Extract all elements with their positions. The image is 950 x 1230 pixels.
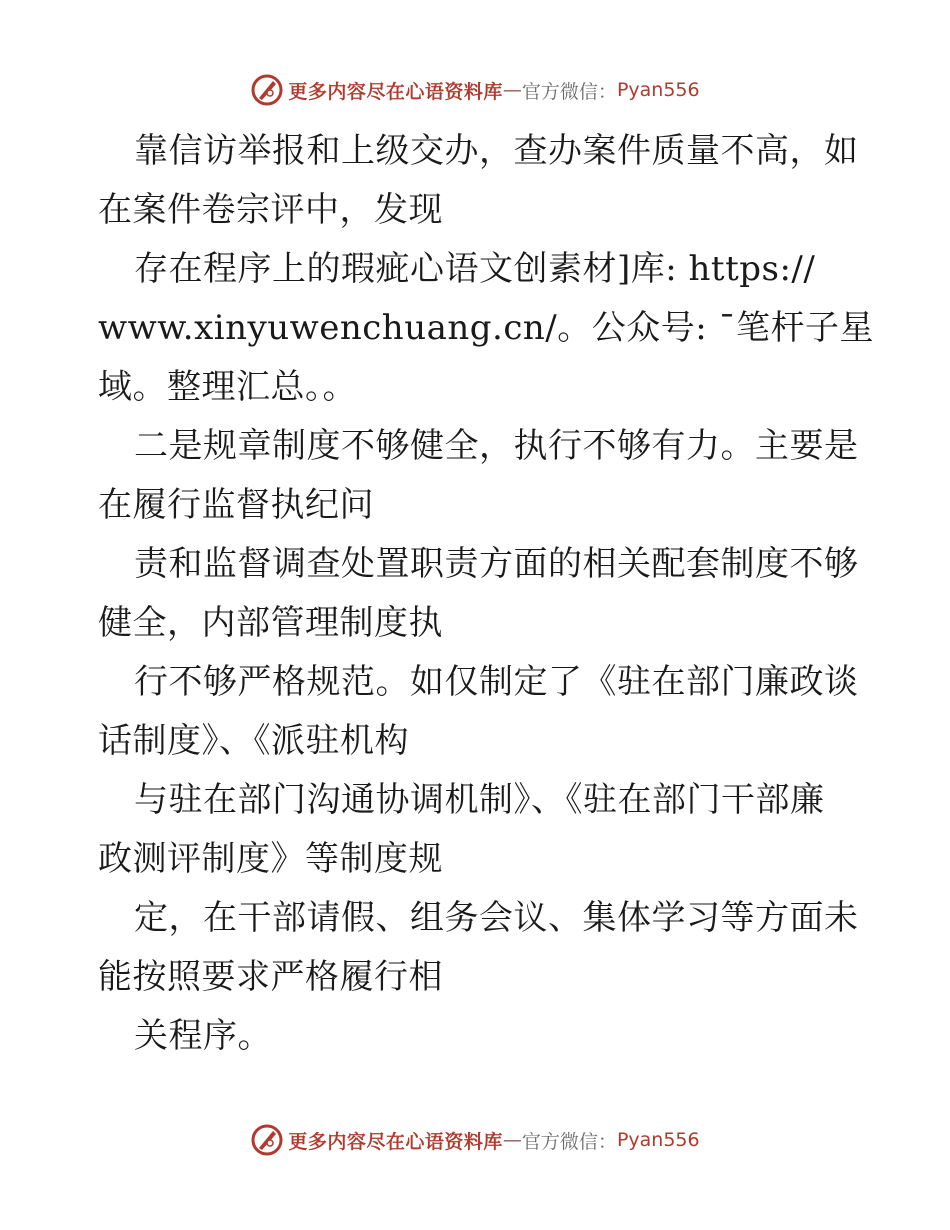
- text-line: www.xinyuwenchuang.cn/。公众号: ¯笔杆子星: [98, 308, 874, 348]
- text-line: 健全，内部管理制度执: [98, 603, 443, 643]
- banner-sub-text: 官方微信：: [521, 80, 617, 103]
- text-line: 在案件卷宗评中，发现: [98, 190, 443, 230]
- text-line: 关程序。: [134, 1016, 272, 1056]
- banner-sub-text: 官方微信：: [521, 1130, 617, 1153]
- text-line: 域。整理汇总。。: [98, 367, 357, 407]
- text-line: 能按照要求严格履行相: [98, 957, 443, 997]
- quill-logo-icon: [250, 1123, 284, 1157]
- text-line: 话制度》、《派驻机构: [98, 721, 409, 761]
- banner-main-text: 更多内容尽在心语资料库: [288, 80, 503, 103]
- banner-wechat-id: Pyan556: [616, 1129, 700, 1151]
- text-line: 责和监督调查处置职责方面的相关配套制度不够: [134, 544, 859, 584]
- text-line: 政测评制度》等制度规: [98, 839, 443, 879]
- text-line: 二是规章制度不够健全，执行不够有力。主要是: [134, 426, 859, 466]
- document-body: [98, 122, 874, 1066]
- banner-main-text: 更多内容尽在心语资料库: [288, 1130, 503, 1153]
- text-line: 在履行监督执纪问: [98, 485, 374, 525]
- text-line: 行不够严格规范。如仅制定了《驻在部门廉政谈: [134, 662, 859, 702]
- banner-separator: —: [502, 79, 522, 101]
- header-banner: [0, 70, 950, 110]
- text-line: 靠信访举报和上级交办，查办案件质量不高，如: [134, 131, 859, 171]
- quill-logo-icon: [250, 73, 284, 107]
- banner-separator: —: [502, 1129, 522, 1151]
- text-line: 与驻在部门沟通协调机制》、《驻在部门干部廉: [134, 780, 825, 820]
- text-line: 定，在干部请假、组务会议、集体学习等方面未: [134, 898, 859, 938]
- text-line: 存在程序上的瑕疵心语文创素材]库: https://: [134, 249, 816, 289]
- footer-banner: [0, 1120, 950, 1160]
- banner-wechat-id: Pyan556: [616, 79, 700, 101]
